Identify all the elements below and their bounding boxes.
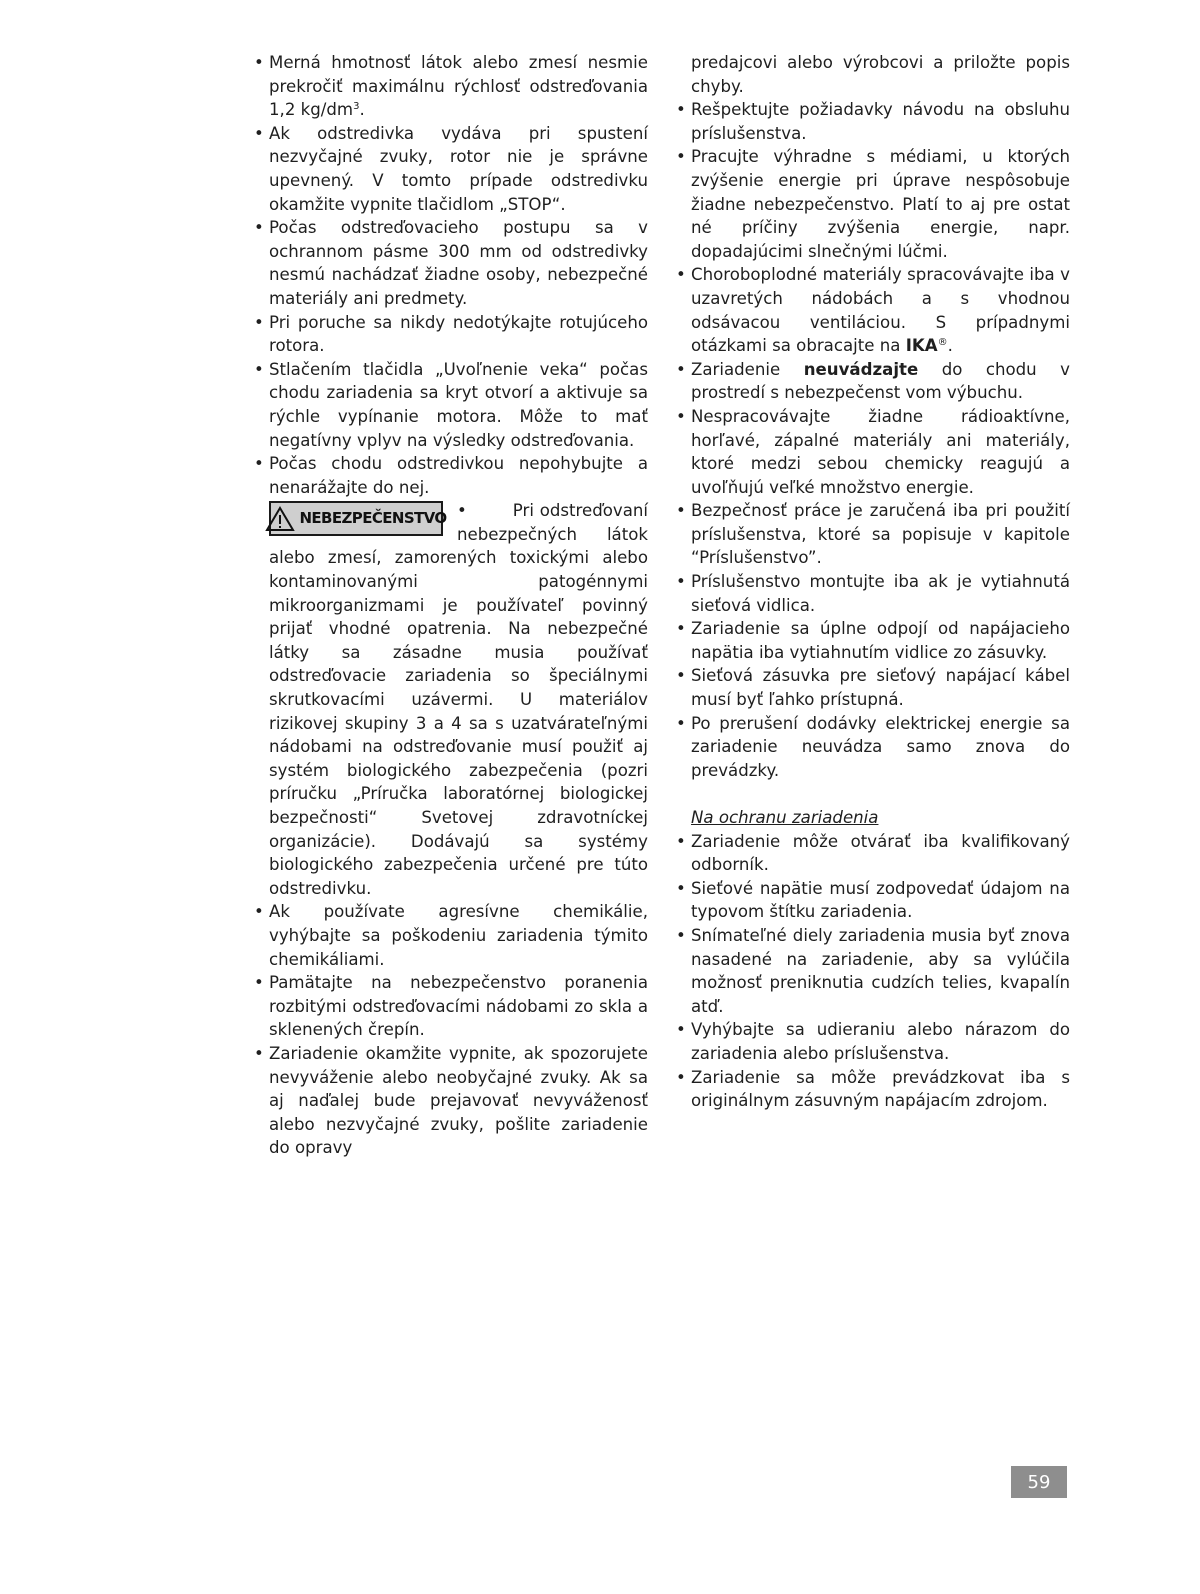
danger-badge [269,501,447,536]
list-item-text: Príslušenstvo montujte iba ak je vytiahnutá sieťová vidlica. [691,572,1070,615]
list-item-tail: do chodu v prostredí s nebezpečenst vom výbuchu. [691,359,1070,403]
list-item-text: Rešpektujte požiadavky návodu na obsluhu príslušenstva. [691,100,1070,143]
list-item-text: Bezpečnosť práce je zaručená iba pri použití príslušenstva, ktoré sa popisuje v kapitole “Príslušenstvo”. [691,501,1070,568]
list-item-text: Nespracovávajte žiadne rádioaktívne, horľavé, zápalné materiály ani materiály, ktoré medzi sebou chemicky reagujú a uvoľňujú veľké množstvo energie. [691,406,1070,497]
page-number: 59 [1011,1466,1067,1498]
bullet: • [254,218,264,238]
list-item [676,358,1070,405]
list-item [254,358,648,452]
bullet: • [676,265,686,285]
bullet: • [676,147,686,167]
list-item-tail: . [947,336,953,356]
list-item [676,830,1070,877]
bullet: • [254,312,264,332]
list-item [676,924,1070,1018]
danger-warning-block [254,499,648,900]
list-item [676,145,1070,263]
bullet: • [676,501,686,521]
list-item-text: Ak používate agresívne chemikálie, vyhýbajte sa poškodeniu zariadenia týmito chemikáliami. [269,902,648,969]
section-heading: Na ochranu zariadenia [691,808,879,827]
bullet: • [254,902,264,922]
bullet: • [254,973,264,993]
list-item-text: Pamätajte na nebezpečenstvo poranenia rozbitými odstreďovacími nádobami zo skla a sklenených črepín. [269,973,648,1040]
list-item [676,1018,1070,1065]
list-item-text: Vyhýbajte sa udieraniu alebo nárazom do zariadenia alebo príslušenstva. [691,1020,1070,1063]
bullet: • [676,572,686,592]
list-item [254,452,648,499]
bullet: • [254,1043,264,1063]
bullet: • [676,1067,686,1087]
list-item-text: Zariadenie okamžite vypnite, ak spozorujete nevyváženie alebo neobyčajné zvuky. Ak sa aj naďalej bude prejavovať nevyváženosť alebo nezvyčajné zvuky, pošlite zariadenie do opravy [269,1043,648,1158]
warning-triangle-icon [265,506,295,532]
bullet: • [254,359,264,379]
section-spacer [676,782,1070,806]
list-item-text: Merná hmotnosť látok alebo zmesí nesmie prekročiť maximálnu rýchlosť odstreďovania 1,2 kg/dm [269,53,648,120]
list-item [676,664,1070,711]
danger-text-rest: alebo zmesí, zamorených toxickými alebo kontaminovanými patogénnymi mikroorganizmami je používateľ povinný prijať vhodné opatrenia. Na nebezpečné látky sa zásadne musia používať odstreďovacie zariadenia so špeciálnymi skrutkovacími uzávermi. U materiálov rizikovej skupiny 3 a 4 sa s uzatvárateľnými nádobami na odstreďovanie musí použiť aj systém biologického zabezpečenia (pozri príručku „Príručka laboratórnej biologickej bezpečnosti“ Svetovej zdravotníckej organizácie). Dodávajú sa systémy biologického zabezpečenia určené pre túto odstredivku. [269,548,648,898]
list-item [676,712,1070,783]
bullet: • [254,454,264,474]
danger-text [269,499,648,900]
bullet: • [676,619,686,639]
list-item-text: Sieťová zásuvka pre sieťový napájací kábel musí byť ľahko prístupná. [691,666,1070,710]
list-item [254,971,648,1042]
bullet: • [676,713,686,733]
list-item [676,263,1070,357]
list-item-tail: . [359,100,365,120]
bullet: • [676,831,686,851]
bullet: • [676,100,686,120]
list-item-text: Choroboplodné materiály spracovávajte iba v uzavretých nádobách a s vhodnou odsávacou ventiláciou. S prípadnymi otázkami sa obracajte na [691,265,1070,356]
superscript: 3 [353,101,360,113]
brand-name: IKA [905,336,938,356]
bullet: • [676,925,686,945]
list-item [254,51,648,122]
list-item [254,216,648,310]
list-item-text: Zariadenie sa úplne odpojí od napájacieho napätia iba vytiahnutím vidlice zo zásuvky. [691,619,1070,662]
bullet: • [676,359,686,379]
left-column [254,51,648,1160]
list-item-text: Pri poruche sa nikdy nedotýkajte rotujúceho rotora. [269,312,648,356]
list-item [676,499,1070,570]
list-item [254,311,648,358]
continuation-text: predajcovi alebo výrobcovi a priložte popis chyby. [691,53,1070,96]
bullet: • [676,1020,686,1040]
list-item [254,122,648,216]
bullet: • [254,53,264,72]
list-item [676,617,1070,664]
list-item-text: Zariadenie [691,359,804,379]
list-item [676,570,1070,617]
list-item [676,1066,1070,1113]
bullet: • [676,878,686,898]
list-item-text: Pracujte výhradne s médiami, u ktorých zvýšenie energie pri úprave nespôsobuje žiadne nebezpečenstvo. Platí to aj pre ostat né príčiny zvýšenia energie, napr. dopadajúcimi slnečnými lúčmi. [691,147,1070,261]
registered-mark: ® [937,337,948,349]
bullet: • [676,666,686,686]
list-item-text: Snímateľné diely zariadenia musia byť znova nasadené na zariadenie, aby sa vylúčila možnosť preniknutia cudzích telies, kvapalín atď. [691,925,1070,1016]
danger-text-first: Pri odstreďovaní nebezpečných látok [457,501,648,544]
list-item [254,900,648,971]
list-item-text: Stlačením tlačidla „Uvoľnenie veka“ počas chodu zariadenia sa kryt otvorí a aktivuje sa rýchle vypínanie motora. Môže to mať negatívny vplyv na výsledky odstreďovania. [269,359,648,450]
danger-badge-label: NEBEZPEČENSTVO [299,508,447,527]
list-item-text: Ak odstredivka vydáva pri spustení nezvyčajné zvuky, rotor nie je správne upevnený. V tomto prípade odstredivku okamžite vypnite tlačidlom „STOP“. [269,123,648,214]
list-item-text: Počas odstreďovacieho postupu sa v ochrannom pásme 300 mm od odstredivky nesmú nachádzať žiadne osoby, nebezpečné materiály ani predmety. [269,218,648,308]
list-item [676,405,1070,499]
list-item-text: Po prerušení dodávky elektrickej energie sa zariadenie neuvádza samo znova do prevádzky. [691,713,1070,780]
list-item-text: Zariadenie sa môže prevádzkovat iba s originálnym zásuvným napájacím zdrojom. [691,1067,1070,1111]
bullet: • [254,123,264,143]
right-column [676,51,1070,1113]
bullet: • [457,501,467,521]
emphasis-text: neuvádzajte [803,359,919,379]
list-item [254,1042,648,1160]
list-item [676,98,1070,145]
list-item-text: Zariadenie môže otvárať iba kvalifikovaný odborník. [691,831,1070,875]
bullet: • [676,406,686,426]
list-item-text: Počas chodu odstredivkou nepohybujte a nenarážajte do nej. [269,454,648,497]
list-item-text: Sieťové napätie musí zodpovedať údajom na typovom štítku zariadenia. [691,878,1070,922]
list-item [676,877,1070,924]
